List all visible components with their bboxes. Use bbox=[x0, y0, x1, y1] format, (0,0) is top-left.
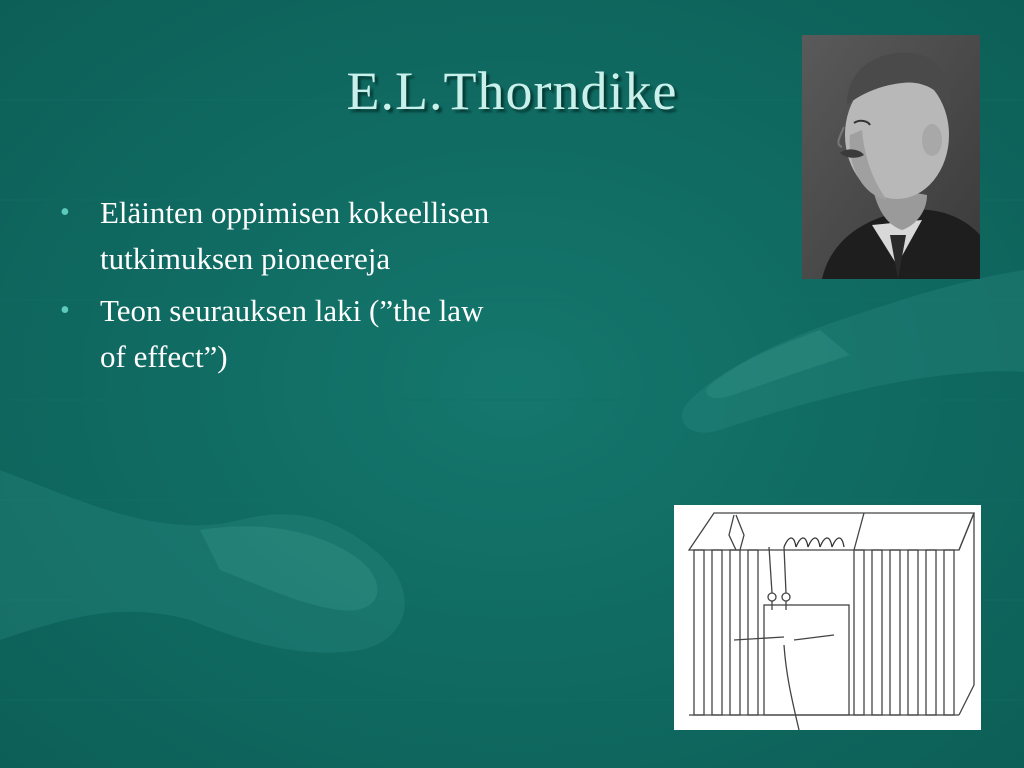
puzzle-box-illustration bbox=[674, 505, 981, 730]
bullet-text: Teon seurauksen laki (”the law of effect”) bbox=[100, 293, 484, 374]
bullet-item bbox=[60, 190, 500, 282]
bullet-text: Eläinten oppimisen kokeellisen tutkimuksen pioneereja bbox=[100, 195, 490, 276]
portrait-photo bbox=[802, 35, 980, 279]
bullet-icon: • bbox=[60, 295, 70, 326]
bullet-icon: • bbox=[60, 197, 70, 228]
bullet-list bbox=[60, 190, 500, 386]
bullet-item bbox=[60, 288, 500, 380]
slide-title: E.L.Thorndike bbox=[346, 61, 678, 121]
